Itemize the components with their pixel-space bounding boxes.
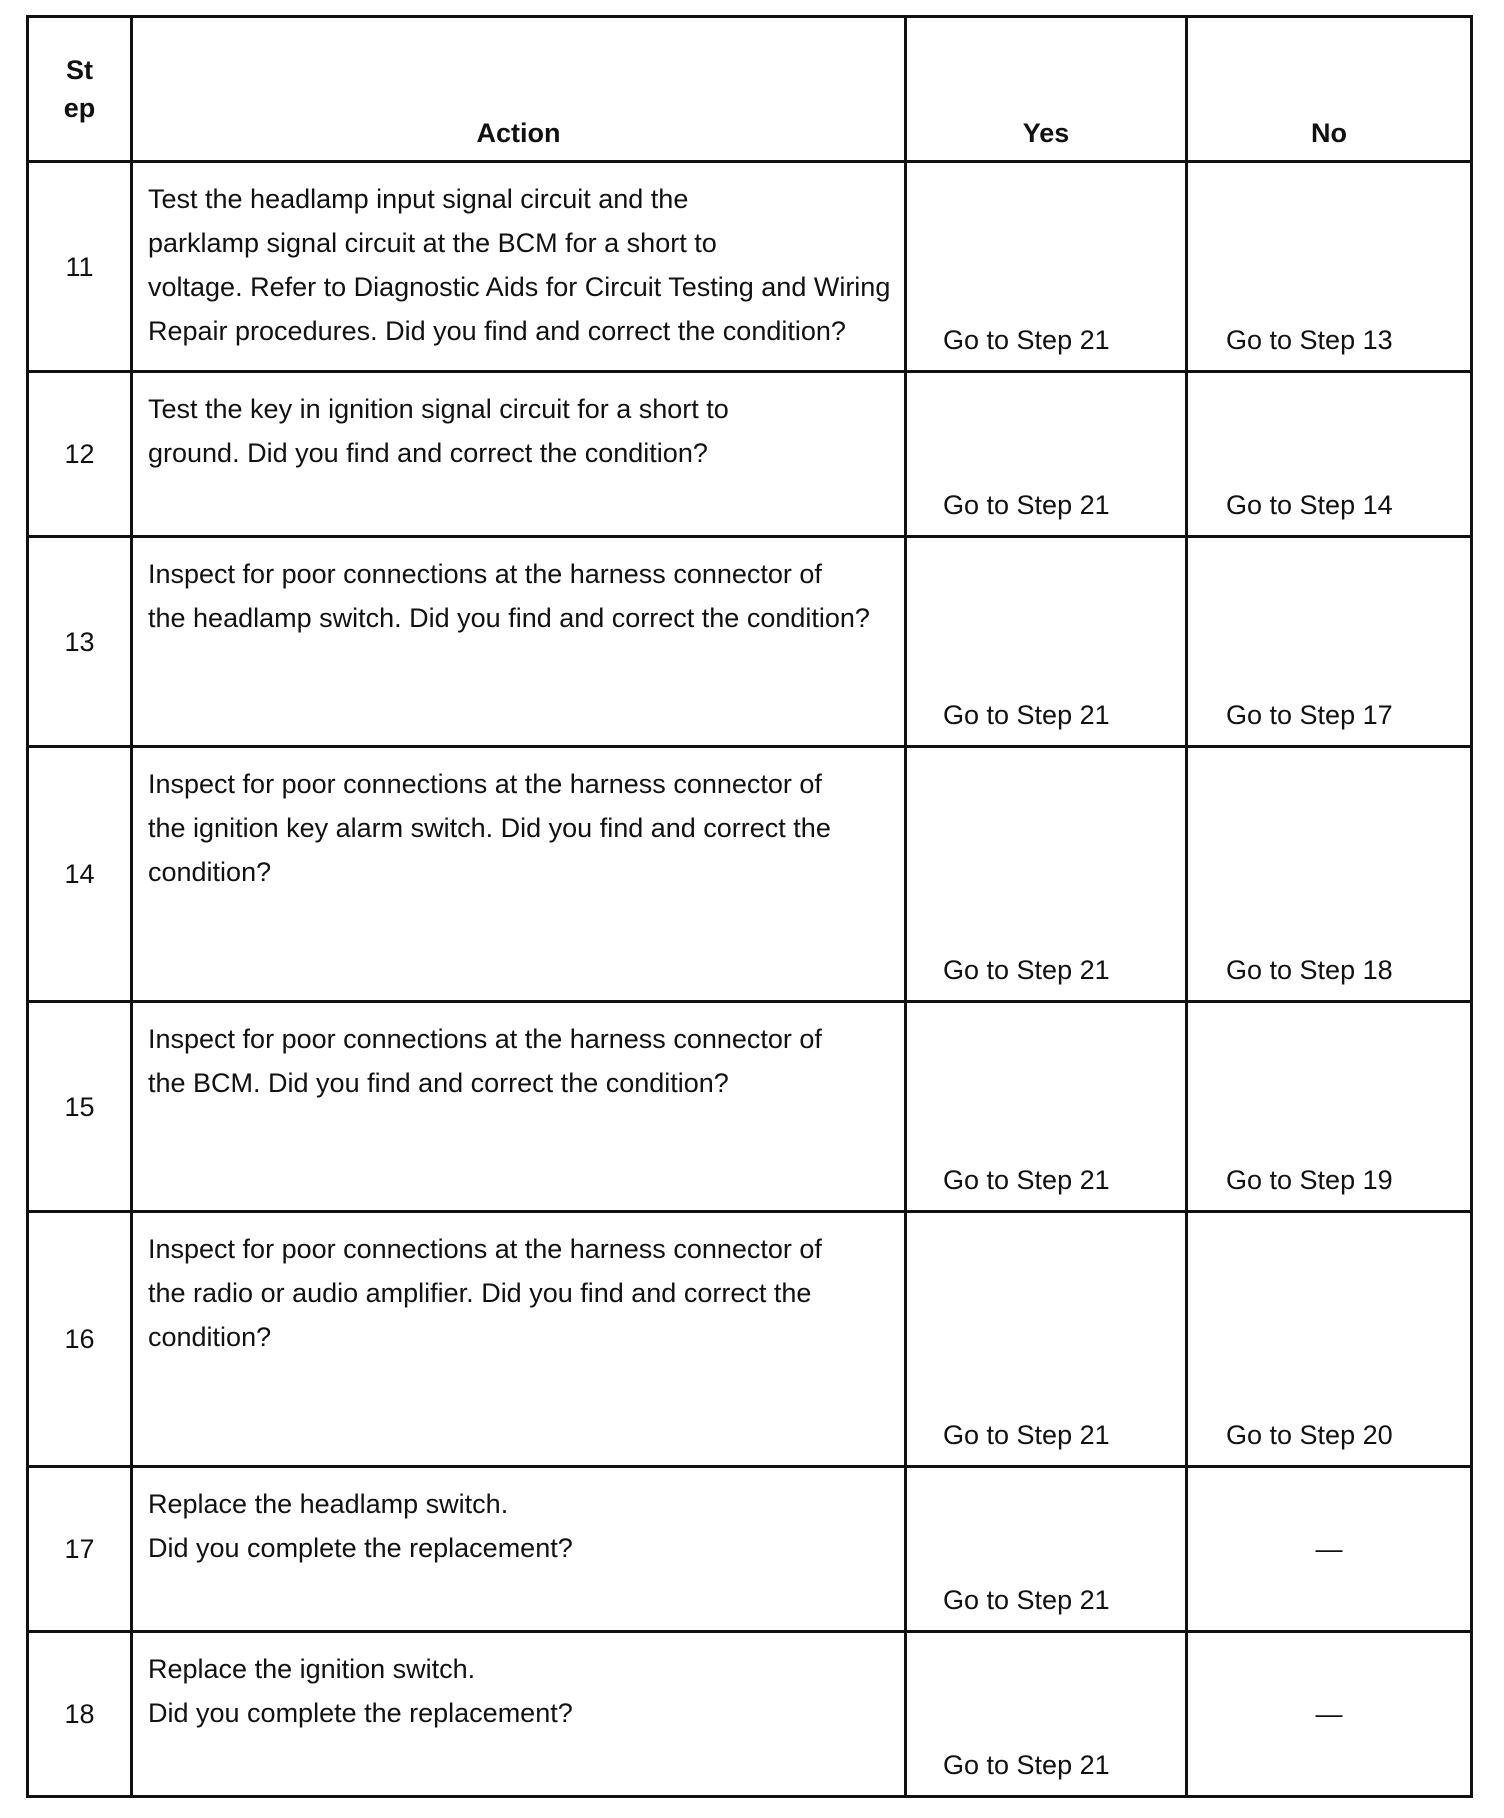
table-body <box>28 162 1472 1797</box>
action-text <box>132 1212 906 1467</box>
action-text <box>132 747 906 1002</box>
yes-outcome: Go to Step 21 <box>906 1002 1187 1212</box>
step-header-line-1: St <box>66 55 93 85</box>
action-line: ground. Did you find and correct the condition? <box>148 438 708 468</box>
action-line: Replace the ignition switch. <box>148 1654 476 1684</box>
table-row <box>28 747 1472 1002</box>
step-number: 17 <box>28 1467 132 1632</box>
action-text <box>132 537 906 747</box>
action-line: Inspect for poor connections at the harness connector of <box>148 559 822 589</box>
action-text <box>132 1467 906 1632</box>
table-row <box>28 1002 1472 1212</box>
table-row <box>28 1632 1472 1797</box>
step-number: 13 <box>28 537 132 747</box>
action-column-header: Action <box>132 17 906 162</box>
no-outcome: — <box>1187 1467 1472 1632</box>
action-line: the BCM. Did you find and correct the condition? <box>148 1068 729 1098</box>
step-number: 16 <box>28 1212 132 1467</box>
no-outcome: — <box>1187 1632 1472 1797</box>
action-text <box>132 372 906 537</box>
yes-column-header: Yes <box>906 17 1187 162</box>
action-line: Inspect for poor connections at the harness connector of <box>148 1024 822 1054</box>
no-outcome: Go to Step 18 <box>1187 747 1472 1002</box>
action-line: condition? <box>148 857 272 887</box>
no-outcome: Go to Step 19 <box>1187 1002 1472 1212</box>
action-line: voltage. Refer to Diagnostic Aids for Circuit Testing and Wiring <box>148 272 891 302</box>
action-text <box>132 1632 906 1797</box>
action-line: the headlamp switch. Did you find and correct the condition? <box>148 603 870 633</box>
table-row <box>28 1467 1472 1632</box>
diagnostic-steps-table <box>26 15 1473 1798</box>
step-number: 15 <box>28 1002 132 1212</box>
action-line: Test the headlamp input signal circuit and the <box>148 184 689 214</box>
action-line: condition? <box>148 1322 272 1352</box>
action-text <box>132 162 906 372</box>
no-outcome: Go to Step 20 <box>1187 1212 1472 1467</box>
action-line: the ignition key alarm switch. Did you find and correct the <box>148 813 831 843</box>
no-outcome: Go to Step 17 <box>1187 537 1472 747</box>
no-outcome: Go to Step 14 <box>1187 372 1472 537</box>
action-line: Repair procedures. Did you find and correct the condition? <box>148 316 846 346</box>
action-line: Inspect for poor connections at the harness connector of <box>148 769 822 799</box>
step-number: 18 <box>28 1632 132 1797</box>
yes-outcome: Go to Step 21 <box>906 372 1187 537</box>
no-column-header: No <box>1187 17 1472 162</box>
action-line: Did you complete the replacement? <box>148 1698 573 1728</box>
action-line: parklamp signal circuit at the BCM for a short to <box>148 228 717 258</box>
no-outcome: Go to Step 13 <box>1187 162 1472 372</box>
step-column-header <box>28 17 132 162</box>
table-row <box>28 1212 1472 1467</box>
action-line: Inspect for poor connections at the harness connector of <box>148 1234 822 1264</box>
table-row <box>28 372 1472 537</box>
action-line: Did you complete the replacement? <box>148 1533 573 1563</box>
table-row <box>28 537 1472 747</box>
yes-outcome: Go to Step 21 <box>906 1212 1187 1467</box>
yes-outcome: Go to Step 21 <box>906 162 1187 372</box>
header-row <box>28 17 1472 162</box>
step-header-line-2: ep <box>63 93 96 123</box>
yes-outcome: Go to Step 21 <box>906 747 1187 1002</box>
action-text <box>132 1002 906 1212</box>
table-row <box>28 162 1472 372</box>
yes-outcome: Go to Step 21 <box>906 1632 1187 1797</box>
action-line: Test the key in ignition signal circuit for a short to <box>148 394 729 424</box>
step-number: 12 <box>28 372 132 537</box>
action-line: the radio or audio amplifier. Did you find and correct the <box>148 1278 812 1308</box>
yes-outcome: Go to Step 21 <box>906 1467 1187 1632</box>
action-line: Replace the headlamp switch. <box>148 1489 509 1519</box>
step-number: 14 <box>28 747 132 1002</box>
yes-outcome: Go to Step 21 <box>906 537 1187 747</box>
step-number: 11 <box>28 162 132 372</box>
